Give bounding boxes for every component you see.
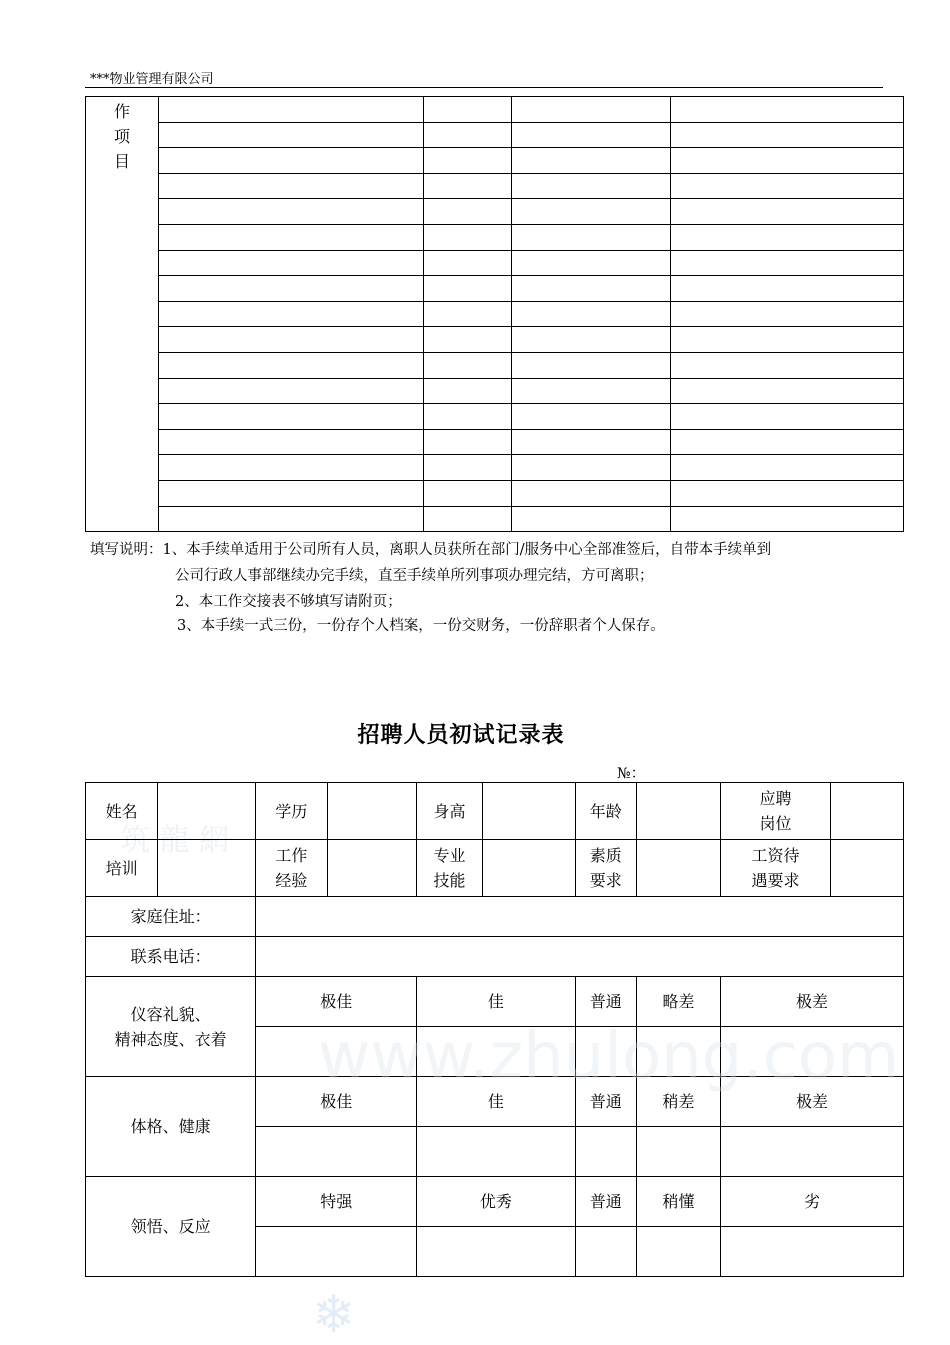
quality-label-line-1: 素质 — [589, 846, 622, 865]
handover-cell[interactable] — [512, 480, 671, 506]
handover-row — [86, 199, 904, 225]
salary-label-line-1: 工资待 — [751, 846, 800, 865]
appearance-mark-5[interactable] — [721, 1027, 904, 1077]
handover-cell[interactable] — [512, 199, 671, 225]
salary-label — [721, 840, 831, 897]
address-row — [86, 897, 904, 937]
position-value[interactable] — [830, 783, 903, 840]
handover-cell[interactable] — [512, 455, 671, 481]
handover-cell[interactable] — [671, 148, 904, 174]
handover-cell[interactable] — [423, 404, 512, 430]
handover-row — [86, 429, 904, 455]
work-experience-label-line-1: 工作 — [275, 846, 308, 865]
basic-info-row — [86, 783, 904, 840]
position-label-line-1: 应聘 — [759, 789, 792, 808]
handover-row — [86, 122, 904, 148]
appearance-mark-1[interactable] — [256, 1027, 417, 1077]
handover-cell[interactable] — [423, 224, 512, 250]
handover-row — [86, 250, 904, 276]
health-grade-3: 普通 — [575, 1077, 636, 1127]
handover-row — [86, 97, 904, 123]
handover-row — [86, 301, 904, 327]
handover-cell[interactable] — [512, 378, 671, 404]
name-label: 姓名 — [86, 783, 158, 840]
handover-cell[interactable] — [423, 148, 512, 174]
comprehension-grade-1: 特强 — [256, 1177, 417, 1227]
handover-cell[interactable] — [423, 250, 512, 276]
handover-cell[interactable] — [423, 480, 512, 506]
handover-row — [86, 455, 904, 481]
handover-cell[interactable] — [671, 480, 904, 506]
appearance-grade-5: 极差 — [721, 977, 904, 1027]
handover-cell[interactable] — [512, 148, 671, 174]
health-mark-1[interactable] — [256, 1127, 417, 1177]
handover-cell[interactable] — [158, 250, 423, 276]
watermark-text: 筑 龍 網 — [120, 823, 230, 858]
experience-row — [86, 840, 904, 897]
comprehension-mark-2[interactable] — [417, 1227, 575, 1277]
handover-cell[interactable] — [158, 506, 423, 532]
note-line-1: 填写说明：1、本手续单适用于公司所有人员，离职人员获所在部门/服务中心全部准签后，自带本手续单到 — [90, 542, 772, 558]
health-grade-header-row — [86, 1077, 904, 1127]
snowflake-icon: ❄ — [312, 1285, 356, 1345]
handover-cell[interactable] — [423, 327, 512, 353]
age-label: 年龄 — [575, 783, 636, 840]
handover-cell[interactable] — [671, 352, 904, 378]
handover-cell[interactable] — [671, 97, 904, 123]
watermark-url: www.zhulong.com — [318, 1020, 900, 1094]
appearance-grade-2: 佳 — [417, 977, 575, 1027]
interview-record-table — [85, 782, 904, 1277]
appearance-grade-1: 极佳 — [256, 977, 417, 1027]
handover-row — [86, 173, 904, 199]
handover-cell[interactable] — [512, 404, 671, 430]
health-mark-3[interactable] — [575, 1127, 636, 1177]
handover-cell[interactable] — [158, 327, 423, 353]
health-label: 体格、健康 — [86, 1077, 256, 1177]
handover-cell[interactable] — [671, 327, 904, 353]
education-label: 学历 — [256, 783, 327, 840]
handover-cell[interactable] — [671, 173, 904, 199]
note-line-4: 3、本手续一式三份，一份存个人档案，一份交财务，一份辞职者个人保存。 — [177, 618, 665, 634]
appearance-mark-4[interactable] — [636, 1027, 720, 1077]
comprehension-mark-5[interactable] — [721, 1227, 904, 1277]
height-value[interactable] — [482, 783, 575, 840]
position-label — [721, 783, 831, 840]
appearance-label-line-2: 精神态度、衣着 — [114, 1029, 227, 1049]
handover-cell[interactable] — [512, 327, 671, 353]
handover-cell[interactable] — [423, 301, 512, 327]
appearance-grade-header-row — [86, 977, 904, 1027]
handover-cell[interactable] — [158, 404, 423, 430]
work-experience-value[interactable] — [327, 840, 417, 897]
handover-cell[interactable] — [671, 276, 904, 302]
handover-row — [86, 506, 904, 532]
salary-value[interactable] — [830, 840, 903, 897]
comprehension-mark-3[interactable] — [575, 1227, 636, 1277]
company-name: ***物业管理有限公司 — [90, 72, 214, 87]
quality-label-line-2: 要求 — [589, 871, 622, 890]
education-value[interactable] — [327, 783, 417, 840]
handover-cell[interactable] — [512, 352, 671, 378]
handover-row — [86, 224, 904, 250]
form-title: 招聘人员初试记录表 — [357, 722, 565, 748]
skills-label — [417, 840, 482, 897]
handover-cell[interactable] — [423, 429, 512, 455]
training-label: 培训 — [86, 840, 158, 897]
handover-cell[interactable] — [512, 173, 671, 199]
handover-row — [86, 276, 904, 302]
handover-cell[interactable] — [158, 301, 423, 327]
health-grade-5: 极差 — [721, 1077, 904, 1127]
handover-cell[interactable] — [671, 378, 904, 404]
handover-cell[interactable] — [512, 429, 671, 455]
skills-label-line-2: 技能 — [433, 871, 466, 890]
address-value[interactable] — [256, 897, 904, 937]
side-label-char: 目 — [113, 152, 130, 171]
age-value[interactable] — [636, 783, 720, 840]
side-label-cell — [86, 97, 159, 532]
handover-cell[interactable] — [512, 250, 671, 276]
address-label: 家庭住址： — [86, 897, 256, 937]
comprehension-mark-4[interactable] — [636, 1227, 720, 1277]
health-grade-4: 稍差 — [636, 1077, 720, 1127]
handover-cell[interactable] — [671, 122, 904, 148]
side-label-char: 项 — [113, 127, 130, 146]
appearance-mark-2[interactable] — [417, 1027, 575, 1077]
handover-cell[interactable] — [512, 276, 671, 302]
handover-row — [86, 352, 904, 378]
comprehension-grade-3: 普通 — [575, 1177, 636, 1227]
handover-cell[interactable] — [512, 506, 671, 532]
handover-table — [85, 96, 904, 532]
side-label-char: 作 — [113, 102, 130, 121]
skills-label-line-1: 专业 — [433, 846, 466, 865]
position-label-line-2: 岗位 — [759, 814, 792, 833]
height-label: 身高 — [417, 783, 482, 840]
comprehension-grade-5: 劣 — [721, 1177, 904, 1227]
appearance-label-line-1: 仪容礼貌、 — [130, 1004, 211, 1024]
comprehension-label: 领悟、反应 — [86, 1177, 256, 1277]
handover-cell[interactable] — [671, 301, 904, 327]
handover-cell[interactable] — [423, 506, 512, 532]
training-value[interactable] — [158, 840, 256, 897]
health-mark-2[interactable] — [417, 1127, 575, 1177]
health-grade-1: 极佳 — [256, 1077, 417, 1127]
appearance-mark-3[interactable] — [575, 1027, 636, 1077]
handover-cell[interactable] — [158, 122, 423, 148]
handover-cell[interactable] — [158, 352, 423, 378]
work-experience-label-line-2: 经验 — [275, 871, 308, 890]
quality-label — [575, 840, 636, 897]
skills-value[interactable] — [482, 840, 575, 897]
salary-label-line-2: 遇要求 — [751, 871, 800, 890]
handover-cell[interactable] — [671, 250, 904, 276]
appearance-grade-3: 普通 — [575, 977, 636, 1027]
handover-cell[interactable] — [671, 455, 904, 481]
handover-cell[interactable] — [423, 199, 512, 225]
handover-cell[interactable] — [423, 122, 512, 148]
appearance-label — [86, 977, 256, 1077]
note-line-2: 公司行政人事部继续办完手续，直至手续单所列事项办理完结，方可离职； — [175, 568, 654, 584]
handover-row — [86, 378, 904, 404]
comprehension-grade-header-row — [86, 1177, 904, 1227]
form-number-label: №： — [617, 766, 646, 782]
handover-row — [86, 480, 904, 506]
handover-cell[interactable] — [158, 276, 423, 302]
handover-cell[interactable] — [671, 506, 904, 532]
health-mark-5[interactable] — [721, 1127, 904, 1177]
handover-cell[interactable] — [671, 199, 904, 225]
handover-cell[interactable] — [423, 352, 512, 378]
comprehension-mark-1[interactable] — [256, 1227, 417, 1277]
handover-cell[interactable] — [671, 404, 904, 430]
handover-cell[interactable] — [158, 378, 423, 404]
handover-cell[interactable] — [158, 97, 423, 123]
handover-row — [86, 327, 904, 353]
handover-cell[interactable] — [423, 276, 512, 302]
handover-cell[interactable] — [158, 148, 423, 174]
handover-cell[interactable] — [158, 480, 423, 506]
handover-cell[interactable] — [671, 224, 904, 250]
handover-row — [86, 148, 904, 174]
phone-label: 联系电话： — [86, 937, 256, 977]
handover-cell[interactable] — [512, 224, 671, 250]
handover-cell[interactable] — [158, 455, 423, 481]
handover-cell[interactable] — [158, 429, 423, 455]
handover-cell[interactable] — [158, 199, 423, 225]
handover-cell[interactable] — [671, 429, 904, 455]
comprehension-grade-2: 优秀 — [417, 1177, 575, 1227]
health-mark-4[interactable] — [636, 1127, 720, 1177]
handover-row — [86, 404, 904, 430]
handover-cell[interactable] — [423, 97, 512, 123]
name-value[interactable] — [158, 783, 256, 840]
quality-value[interactable] — [636, 840, 720, 897]
phone-row — [86, 937, 904, 977]
handover-cell[interactable] — [512, 97, 671, 123]
handover-cell[interactable] — [158, 173, 423, 199]
handover-cell[interactable] — [512, 122, 671, 148]
handover-cell[interactable] — [512, 301, 671, 327]
phone-value[interactable] — [256, 937, 904, 977]
handover-cell[interactable] — [423, 378, 512, 404]
appearance-grade-4: 略差 — [636, 977, 720, 1027]
handover-cell[interactable] — [423, 455, 512, 481]
work-experience-label — [256, 840, 327, 897]
comprehension-grade-4: 稍懂 — [636, 1177, 720, 1227]
handover-cell[interactable] — [423, 173, 512, 199]
health-grade-2: 佳 — [417, 1077, 575, 1127]
handover-cell[interactable] — [158, 224, 423, 250]
note-line-3: 2、本工作交接表不够填写请附页； — [175, 594, 402, 610]
header-divider — [85, 87, 883, 88]
